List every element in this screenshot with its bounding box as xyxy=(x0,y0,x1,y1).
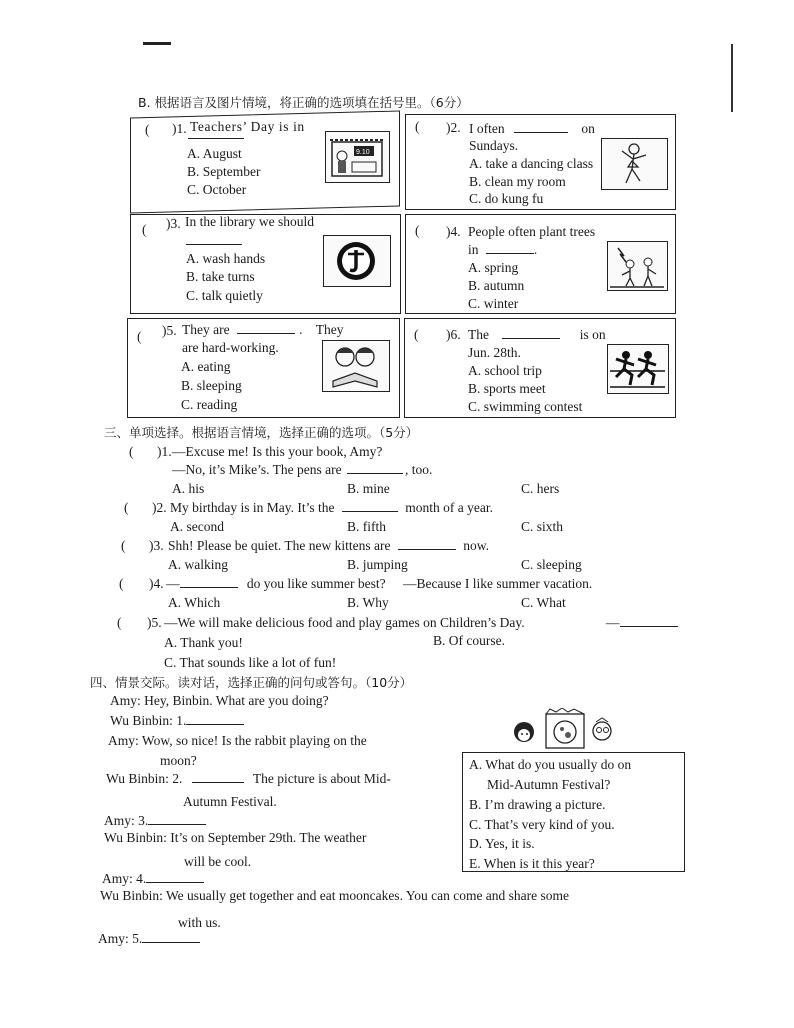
option-d: D. Yes, it is. xyxy=(469,836,535,851)
answer-blank xyxy=(188,138,244,139)
answer-blank xyxy=(186,712,244,725)
option-a-cont: Mid-Autumn Festival? xyxy=(487,777,611,792)
question-text xyxy=(168,537,489,555)
dialogue-line-4-cont: Autumn Festival. xyxy=(183,794,277,809)
question-text: They are . They xyxy=(182,322,344,337)
text-part: — xyxy=(166,576,180,591)
dialogue-text: Wow, so nice! Is the rabbit playing on the xyxy=(141,733,367,748)
question-number: )1. xyxy=(157,444,172,459)
section-3-heading: 三、单项选择。根据语言情境，选择正确的选项。（5分） xyxy=(104,425,419,440)
question-text-cont: Jun. 28th. xyxy=(468,345,521,360)
option-a: A. Thank you! xyxy=(164,635,243,650)
speaker: Amy: xyxy=(108,733,139,748)
dialogue-text: We usually get together and eat mooncakes. You can come and share some xyxy=(165,888,570,903)
paren: ( xyxy=(142,222,147,237)
dialogue-text: 3. xyxy=(138,813,149,828)
question-number: )6. xyxy=(446,327,461,342)
paren: ( xyxy=(121,538,126,553)
question-text xyxy=(170,499,493,517)
dialogue-line-8-cont: with us. xyxy=(178,915,221,930)
question-text: —Excuse me! Is this your book, Amy? xyxy=(172,444,383,459)
question-number: )1. xyxy=(172,121,187,136)
text-part: —Because I like summer vacation. xyxy=(402,576,593,591)
question-text xyxy=(166,575,592,593)
speaker: Amy: xyxy=(110,693,141,708)
option-a: A. school trip xyxy=(468,363,542,378)
question-number: )4. xyxy=(446,224,461,239)
option-c: C. That sounds like a lot of fun! xyxy=(164,655,337,670)
calendar-date: 9.10 xyxy=(356,149,370,156)
option-a: A. What do you usually do on xyxy=(469,757,632,772)
question-text-cont xyxy=(172,461,432,479)
answer-blank xyxy=(237,321,295,334)
answer-blank xyxy=(398,537,456,550)
dialogue-text: 1. xyxy=(176,713,187,728)
top-dash xyxy=(143,42,171,45)
question-text xyxy=(469,120,595,138)
option-c: C. swimming contest xyxy=(468,399,583,414)
option-b: B. sports meet xyxy=(468,381,546,396)
question-number: )2. xyxy=(446,120,461,135)
option-a: A. second xyxy=(170,519,224,534)
question-number: )5. xyxy=(162,323,177,338)
planting-trees-picture xyxy=(607,241,668,291)
text-part: They are xyxy=(182,322,230,337)
text-part: My birthday is in May. It’s the xyxy=(170,500,335,515)
option-a: A. take a dancing class xyxy=(469,156,594,171)
right-margin-line xyxy=(731,44,733,112)
section-b-heading: B. 根据语言及图片情境，将正确的选项填在括号里。（6分） xyxy=(138,95,469,110)
question-number: )2. xyxy=(152,500,167,515)
paren: ( xyxy=(414,327,419,342)
dancing-girl-picture xyxy=(601,138,668,190)
question-text: People often plant trees xyxy=(468,224,596,239)
option-a: A. walking xyxy=(168,557,228,572)
option-c: C. What xyxy=(521,595,566,610)
option-b: B. take turns xyxy=(186,269,255,284)
dialogue-line-4 xyxy=(106,770,391,788)
option-b: B. jumping xyxy=(347,557,408,572)
dialogue-line-3 xyxy=(108,732,367,750)
answer-blank xyxy=(514,120,568,133)
option-b: B. I’m drawing a picture. xyxy=(469,797,606,812)
dialogue-line-5 xyxy=(104,812,206,830)
option-b: B. fifth xyxy=(347,519,386,534)
text-part: I often xyxy=(469,121,505,136)
option-b: B. autumn xyxy=(468,278,525,293)
question-number: )3. xyxy=(166,216,181,231)
teachers-day-calendar-picture xyxy=(325,131,390,183)
paren: ( xyxy=(145,122,150,137)
answer-blank xyxy=(148,812,206,825)
question-text: —We will make delicious food and play games on Children’s Day. xyxy=(164,615,525,630)
text-part: do you like summer best? xyxy=(246,576,386,591)
quiet-sign-picture xyxy=(323,235,391,287)
section-4-heading: 四、情景交际。读对话，选择正确的问句或答句。（10分） xyxy=(90,675,413,690)
speaker: Wu Binbin: xyxy=(106,771,169,786)
option-b: B. mine xyxy=(347,481,390,496)
option-a: A. August xyxy=(187,146,242,161)
speaker: Amy: xyxy=(98,931,129,946)
option-c: C. reading xyxy=(181,397,238,412)
answer-blank xyxy=(186,244,242,245)
option-a: A. Which xyxy=(168,595,221,610)
text-part: in xyxy=(468,242,479,257)
answer-blank xyxy=(502,326,560,339)
dialogue-text: 5. xyxy=(132,931,143,946)
answer-blank xyxy=(192,770,244,783)
answer-blank xyxy=(180,575,238,588)
dialogue-line-6-cont: will be cool. xyxy=(184,854,252,869)
text-part: month of a year. xyxy=(405,500,493,515)
answer-blank xyxy=(486,241,534,254)
option-c: C. That’s very kind of you. xyxy=(469,817,615,832)
answer-blank xyxy=(342,499,398,512)
answer-blank xyxy=(620,614,678,627)
paren: ( xyxy=(137,329,142,344)
speaker: Amy: xyxy=(104,813,135,828)
mid-autumn-picture xyxy=(510,708,622,750)
dialogue-line-7 xyxy=(102,870,204,888)
option-a: A. wash hands xyxy=(186,251,266,266)
option-a: A. eating xyxy=(181,359,231,374)
option-a: A. spring xyxy=(468,260,519,275)
answer-blank xyxy=(347,461,403,474)
answer-blank xyxy=(142,930,200,943)
option-c: C. winter xyxy=(468,296,519,311)
dialogue-line-6 xyxy=(104,829,366,847)
option-b: B. clean my room xyxy=(469,174,566,189)
dialogue-line-2 xyxy=(110,712,244,730)
option-b: B. September xyxy=(187,164,261,179)
option-c: C. October xyxy=(187,182,247,197)
option-c: C. do kung fu xyxy=(469,191,544,206)
question-number: )3. xyxy=(149,538,164,553)
option-e: E. When is it this year? xyxy=(469,856,595,871)
paren: ( xyxy=(119,576,124,591)
option-a: A. his xyxy=(172,481,205,496)
option-b: B. Of course. xyxy=(433,633,505,648)
paren: ( xyxy=(117,615,122,630)
question-text xyxy=(468,326,606,344)
answer-blank xyxy=(146,870,204,883)
paren: ( xyxy=(124,500,129,515)
speaker: Wu Binbin: xyxy=(110,713,173,728)
question-number: )5. xyxy=(147,615,162,630)
text-part: on xyxy=(581,121,595,136)
question-text: In the library we should xyxy=(185,214,314,229)
text-part: , too. xyxy=(404,462,433,477)
dialogue-text: It’s on September 29th. The weather xyxy=(170,830,367,845)
kids-reading-picture xyxy=(322,340,390,392)
paren: ( xyxy=(415,119,420,134)
paren: ( xyxy=(415,223,420,238)
dialogue-text: 4. xyxy=(136,871,147,886)
option-b: B. Why xyxy=(347,595,389,610)
dialogue-text: Hey, Binbin. What are you doing? xyxy=(144,693,329,708)
speaker: Wu Binbin: xyxy=(104,830,167,845)
text-part: now. xyxy=(463,538,489,553)
question-text-cont: Sundays. xyxy=(469,138,519,153)
text-part: is on xyxy=(579,327,606,342)
question-text-cont xyxy=(606,614,678,632)
dialogue-text: 2. xyxy=(172,771,183,786)
text-part: Shh! Please be quiet. The new kittens are xyxy=(168,538,391,553)
dialogue-line-3-cont: moon? xyxy=(160,753,197,768)
text-part: They xyxy=(315,322,344,337)
text-part: — xyxy=(606,615,620,630)
runners-picture xyxy=(607,344,669,394)
dialogue-text: The picture is about Mid- xyxy=(252,771,391,786)
option-c: C. sixth xyxy=(521,519,564,534)
text-part: —No, it’s Mike’s. The pens are xyxy=(172,462,342,477)
question-text-cont: in . xyxy=(468,242,538,257)
speaker: Amy: xyxy=(102,871,133,886)
question-number: )4. xyxy=(149,576,164,591)
option-c: C. talk quietly xyxy=(186,288,263,303)
dialogue-line-1 xyxy=(110,692,329,710)
option-c: C. hers xyxy=(521,481,560,496)
question-text-cont: are hard-working. xyxy=(182,340,279,355)
speaker: Wu Binbin: xyxy=(100,888,163,903)
option-b: B. sleeping xyxy=(181,378,242,393)
dialogue-line-9 xyxy=(98,930,200,948)
option-c: C. sleeping xyxy=(521,557,582,572)
question-text: Teachers’ Day is in xyxy=(190,119,305,134)
text-part: The xyxy=(468,327,489,342)
paren: ( xyxy=(129,444,134,459)
dialogue-line-8 xyxy=(100,887,569,905)
